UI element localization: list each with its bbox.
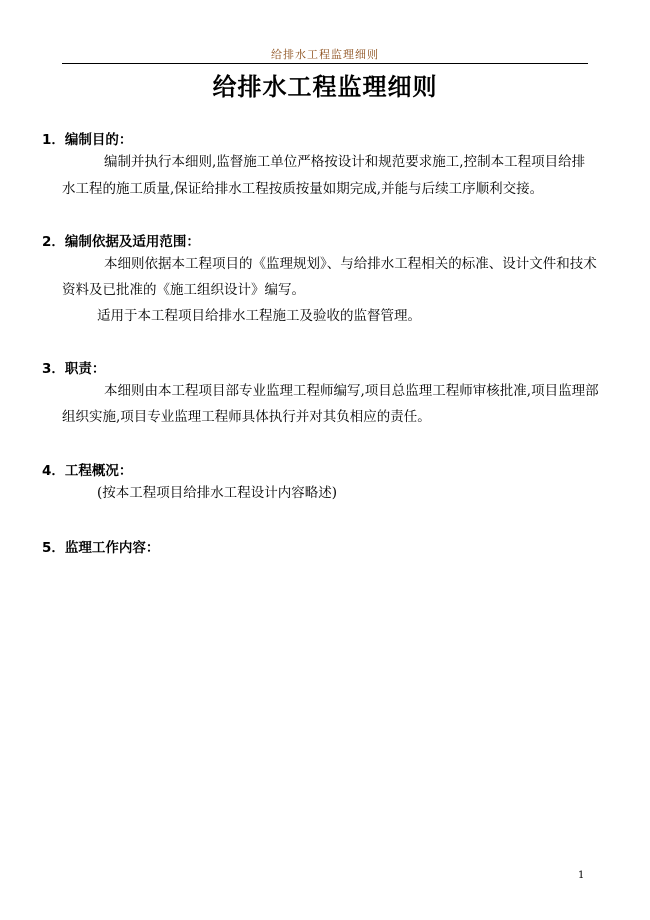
header-rule — [62, 63, 588, 64]
section-1-line-2: 水工程的施工质量,保证给排水工程按质按量如期完成,并能与后续工序顺利交接。 — [62, 181, 544, 197]
section-3-heading: 3．职责： — [42, 361, 106, 377]
section-2-heading: 2．编制依据及适用范围： — [42, 234, 200, 250]
section-2-line-2: 资料及已批准的《施工组织设计》编写。 — [62, 282, 305, 298]
section-4-line-1: (按本工程项目给排水工程设计内容略述) — [97, 485, 338, 501]
section-3-line-1: 本细则由本工程项目部专业监理工程师编写,项目总监理工程师审核批准,项目监理部 — [104, 383, 599, 399]
section-1-line-1: 编制并执行本细则,监督施工单位严格按设计和规范要求施工,控制本工程项目给排 — [104, 154, 586, 170]
document-title: 给排水工程监理细则 — [212, 73, 438, 101]
section-4-heading: 4．工程概况： — [42, 463, 133, 479]
page-number: 1 — [578, 870, 585, 881]
section-1-heading: 1．编制目的： — [42, 132, 133, 148]
running-header: 给排水工程监理细则 — [271, 48, 379, 61]
section-2-line-1: 本细则依据本工程项目的《监理规划》、与给排水工程相关的标准、设计文件和技术 — [104, 256, 597, 272]
section-3-line-2: 组织实施,项目专业监理工程师具体执行并对其负相应的责任。 — [62, 409, 431, 425]
section-5-heading: 5．监理工作内容： — [42, 540, 160, 556]
section-2-line-3: 适用于本工程项目给排水工程施工及验收的监督管理。 — [97, 308, 421, 324]
